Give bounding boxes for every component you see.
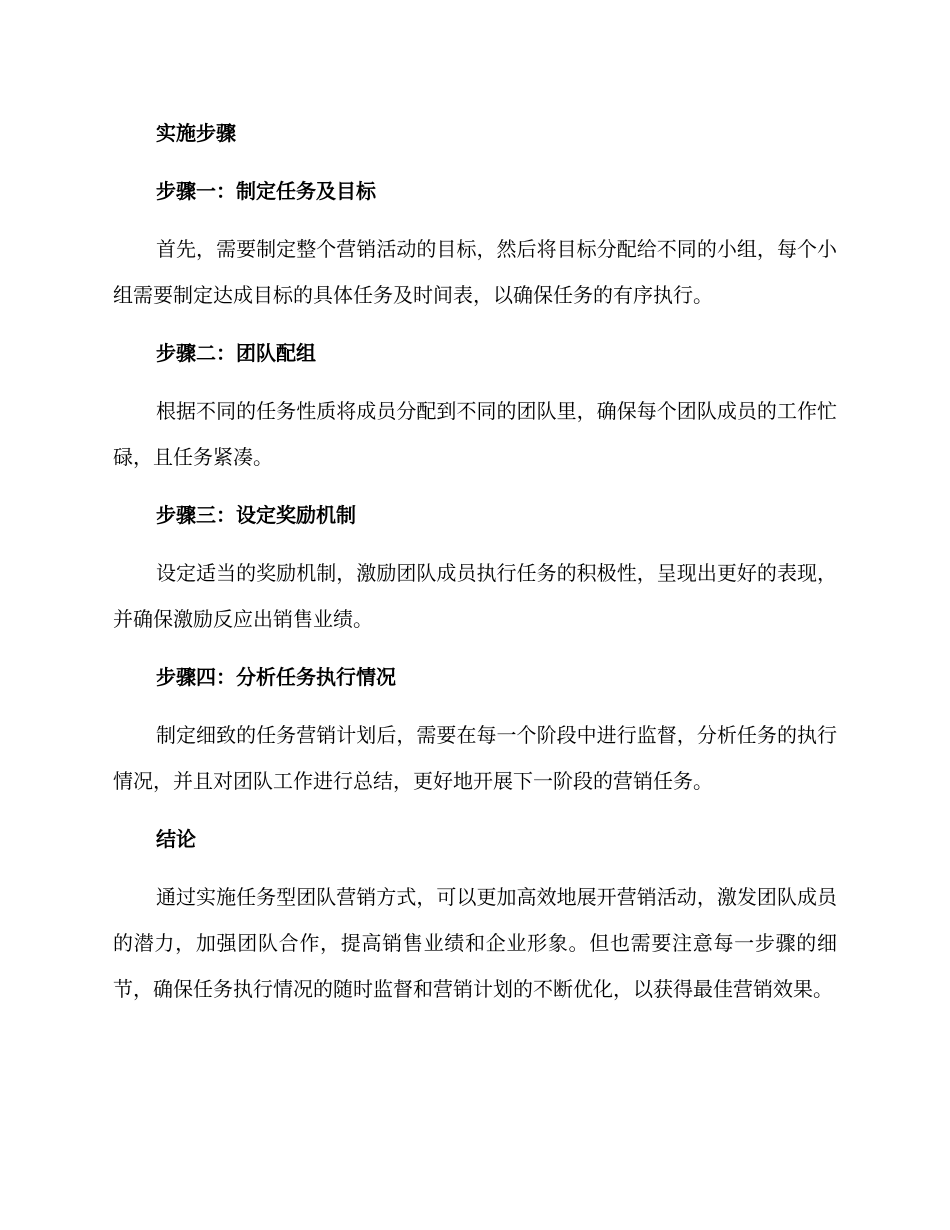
step-paragraph-1: 首先，需要制定整个营销活动的目标，然后将目标分配给不同的小组，每个小组需要制定达成目标的具体任务及时间表，以确保任务的有序执行。 [113, 237, 837, 307]
step-heading-3: 步骤三：设定奖励机制 [156, 503, 356, 527]
section-heading-implementation: 实施步骤 [156, 121, 236, 145]
step-paragraph-2: 根据不同的任务性质将成员分配到不同的团队里，确保每个团队成员的工作忙碌，且任务紧凑。 [113, 399, 837, 469]
step-heading-2: 步骤二：团队配组 [156, 341, 316, 365]
step-heading-4: 步骤四：分析任务执行情况 [156, 665, 396, 689]
step-heading-1: 步骤一：制定任务及目标 [156, 179, 376, 203]
document-body [113, 110, 837, 1024]
conclusion-paragraph: 通过实施任务型团队营销方式，可以更加高效地展开营销活动，激发团队成员的潜力，加强团队合作，提高销售业绩和企业形象。但也需要注意每一步骤的细节，确保任务执行情况的随时监督和营销计划的不断优化，以获得最佳营销效果。 [113, 885, 837, 1001]
step-paragraph-4: 制定细致的任务营销计划后，需要在每一个阶段中进行监督，分析任务的执行情况，并且对团队工作进行总结，更好地开展下一阶段的营销任务。 [113, 723, 837, 793]
section-heading-conclusion: 结论 [156, 827, 196, 851]
step-paragraph-3: 设定适当的奖励机制，激励团队成员执行任务的积极性，呈现出更好的表现，并确保激励反应出销售业绩。 [113, 561, 837, 631]
